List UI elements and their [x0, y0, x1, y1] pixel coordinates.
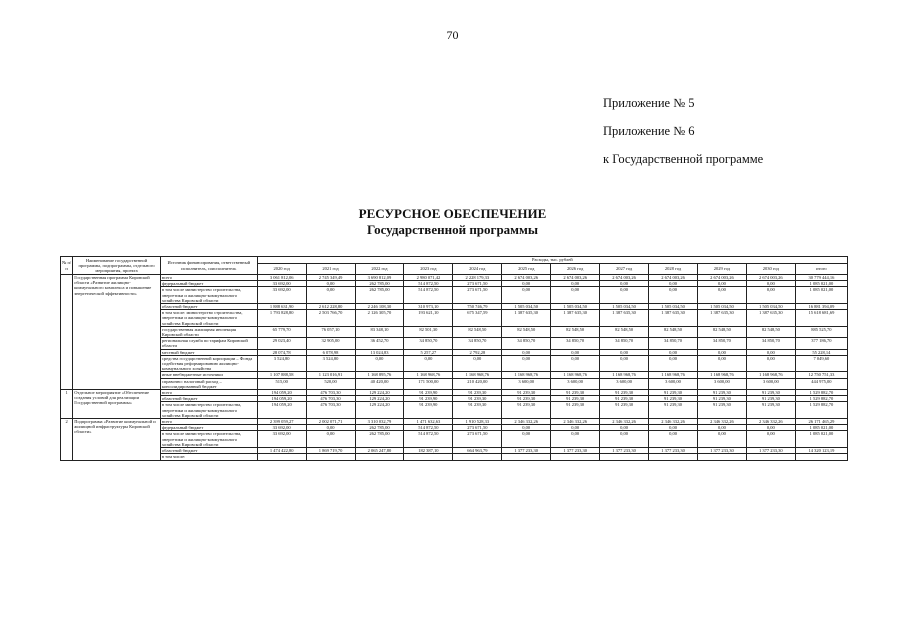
expense-value: 675 347,59 [453, 310, 502, 327]
expense-value: 40 420,00 [355, 378, 404, 389]
expense-value: 34 850,70 [600, 338, 649, 349]
expense-value: 1 377 233,30 [746, 448, 795, 454]
funding-source: средства государственной корпорации – Фонда содействия реформированию жилищно-коммунального хозяйства [160, 355, 257, 372]
expense-value: 1 387 635,30 [649, 310, 698, 327]
expense-value: 0,00 [551, 349, 600, 355]
expense-value: 3 600,00 [746, 378, 795, 389]
expense-value: 129 224,20 [355, 396, 404, 402]
funding-source: иные внебюджетные источники [160, 372, 257, 378]
expense-value: 0,00 [746, 355, 795, 372]
expense-value: 2 346 332,26 [746, 419, 795, 425]
expense-value: 750 746,79 [453, 304, 502, 310]
expense-value: 1 793 828,80 [257, 310, 306, 327]
expense-value: 0,00 [502, 349, 551, 355]
expense-value: 1 869 719,70 [306, 448, 355, 454]
header-year: 2021 год [306, 264, 355, 275]
expense-value [795, 454, 847, 460]
expense-value: 2 674 003,26 [600, 275, 649, 281]
expense-value: 1 505 034,50 [600, 304, 649, 310]
expense-value: 36 452,70 [355, 338, 404, 349]
expense-value: 1 085 021,00 [795, 431, 847, 448]
funding-source: государственная жилищная инспекция Кировской области [160, 326, 257, 337]
expense-value: 34 850,70 [649, 338, 698, 349]
funding-source: местный бюджет [160, 349, 257, 355]
expense-value: 2 674 003,26 [502, 275, 551, 281]
funding-source: в том числе министерство строительства, энергетики и жилищно-коммунального хозяйства Кировской области [160, 402, 257, 419]
expense-value: 91 239,30 [453, 402, 502, 419]
header-year: 2023 год [404, 264, 453, 275]
resource-table [60, 256, 848, 461]
funding-source: региональная служба по тарифам Кировской области [160, 338, 257, 349]
expense-value: 0,00 [502, 431, 551, 448]
expense-value: 3 600,00 [600, 378, 649, 389]
expense-value: 32 905,00 [306, 338, 355, 349]
header-year: 2020 год [257, 264, 306, 275]
expense-value: 194 059,20 [257, 396, 306, 402]
table-row [61, 454, 848, 460]
expense-value: 0,00 [649, 287, 698, 304]
expense-value [306, 454, 355, 460]
expense-value: 0,00 [649, 431, 698, 448]
header-number: № п/п [61, 257, 73, 275]
expense-value: 0,00 [600, 281, 649, 287]
expense-value [600, 454, 649, 460]
expense-value: 14 320 123,19 [795, 448, 847, 454]
expense-value: 2 346 332,26 [600, 419, 649, 425]
expense-value: 82 548,50 [502, 326, 551, 337]
funding-source: в том числе: [160, 454, 257, 460]
expense-value: 91 239,30 [453, 396, 502, 402]
expense-value [649, 454, 698, 460]
expense-value: 310 973,10 [404, 304, 453, 310]
title-line-2: Государственной программы [366, 222, 539, 237]
expense-value: 129 224,20 [355, 390, 404, 396]
expense-value: 262 785,00 [355, 281, 404, 287]
expense-value: 0,00 [453, 355, 502, 372]
expense-value: 1 377 233,30 [649, 448, 698, 454]
expense-value: 0,00 [306, 431, 355, 448]
expense-value: 182 387,10 [404, 448, 453, 454]
expense-value: 0,00 [649, 355, 698, 372]
resource-table-container [60, 256, 848, 461]
expense-value: 210 420,00 [453, 378, 502, 389]
expense-value: 6 078,98 [306, 349, 355, 355]
expense-value: 0,00 [600, 355, 649, 372]
expense-value: 0,00 [600, 431, 649, 448]
expense-value: 0,00 [697, 425, 746, 431]
expense-value: 0,00 [697, 431, 746, 448]
table-row [61, 402, 848, 419]
expense-value: 0,00 [355, 355, 404, 372]
expense-value: 1 168 968,76 [697, 372, 746, 378]
funding-source: областной бюджет [160, 304, 257, 310]
table-row [61, 287, 848, 304]
expense-value: 91 239,30 [600, 390, 649, 396]
funding-source: федеральный бюджет [160, 425, 257, 431]
expense-value [697, 454, 746, 460]
header-year: 2027 год [600, 264, 649, 275]
expense-value: 2 674 003,26 [697, 275, 746, 281]
expense-value: 0,00 [502, 281, 551, 287]
table-header-row-1 [61, 257, 848, 264]
expense-value: 1 377 233,30 [551, 448, 600, 454]
expense-value: 30 779 444,16 [795, 275, 847, 281]
expense-value: 0,00 [746, 287, 795, 304]
expense-value: 2 228 179,33 [453, 275, 502, 281]
expense-value: 82 548,50 [649, 326, 698, 337]
funding-source: федеральный бюджет [160, 281, 257, 287]
document-title [0, 206, 905, 238]
expense-value: 82 501,30 [404, 326, 453, 337]
expense-value: 273 671,50 [453, 281, 502, 287]
expense-value: 1 168 968,76 [649, 372, 698, 378]
expense-value: 3 310 032,79 [355, 419, 404, 425]
expense-value: 16 881 394,09 [795, 304, 847, 310]
table-row [61, 310, 848, 327]
program-name: Подпрограмма «Развитие коммунальной и жилищной инфраструктуры Кировской области» [73, 419, 161, 460]
program-name: Отдельное мероприятие «Обеспечение создания условий для реализации Государственной программы» [73, 390, 161, 419]
funding-source: всего [160, 275, 257, 281]
expense-value: 91 239,30 [746, 396, 795, 402]
expense-value: 1 168 968,76 [551, 372, 600, 378]
expense-value: 476 703,30 [306, 396, 355, 402]
expense-value: 1 085 021,00 [795, 287, 847, 304]
expense-value: 1 107 888,58 [257, 372, 306, 378]
expense-value: 273 671,50 [453, 287, 502, 304]
expense-value [257, 454, 306, 460]
expense-value: 91 239,30 [551, 402, 600, 419]
expense-value: 91 239,30 [746, 402, 795, 419]
expense-value: 3 600,00 [649, 378, 698, 389]
expense-value: 0,00 [649, 281, 698, 287]
expense-value: 76 057,10 [306, 326, 355, 337]
header-source: Источник финансирования, ответственный исполнитель, соисполнитель [160, 257, 257, 275]
expense-value: 34 850,70 [453, 338, 502, 349]
row-number [61, 275, 73, 390]
funding-source: областной бюджет [160, 448, 257, 454]
expense-value: 0,00 [404, 355, 453, 372]
expense-value: 1 168 968,76 [502, 372, 551, 378]
expense-value: 33 692,00 [257, 425, 306, 431]
expense-value: 55 228,14 [795, 349, 847, 355]
expense-value: 664 963,79 [453, 448, 502, 454]
expense-value: 91 239,30 [600, 402, 649, 419]
expense-value: 0,00 [600, 349, 649, 355]
expense-value: 0,00 [502, 355, 551, 372]
expense-value: 0,00 [600, 287, 649, 304]
expense-value: 82 548,50 [746, 326, 795, 337]
expense-value: 1 387 635,30 [502, 310, 551, 327]
expense-value: 2 346 332,26 [649, 419, 698, 425]
header-year: 2029 год [697, 264, 746, 275]
expense-value: 91 239,30 [649, 396, 698, 402]
expense-value: 34 850,70 [551, 338, 600, 349]
header-year: 2025 год [502, 264, 551, 275]
header-year: 2024 год [453, 264, 502, 275]
table-row [61, 378, 848, 389]
expense-value: 2 674 003,26 [551, 275, 600, 281]
expense-value: 1 168 968,76 [404, 372, 453, 378]
expense-value: 0,00 [551, 281, 600, 287]
expense-value: 34 850,70 [404, 338, 453, 349]
expense-value: 1 505 034,50 [697, 304, 746, 310]
expense-value: 1 387 635,30 [746, 310, 795, 327]
expense-value: 91 239,30 [697, 402, 746, 419]
expense-value: 2 126 305,70 [355, 310, 404, 327]
expense-value: 2 674 003,26 [746, 275, 795, 281]
expense-value: 0,00 [306, 287, 355, 304]
expense-value: 1 377 233,30 [697, 448, 746, 454]
expense-value: 0,00 [746, 425, 795, 431]
expense-value: 1 471 632,63 [404, 419, 453, 425]
funding-source: в том числе министерство строительства, энергетики и жилищно-коммунального хозяйства Кировской области [160, 431, 257, 448]
expense-value: 3 600,00 [502, 378, 551, 389]
expense-value: 0,00 [306, 281, 355, 287]
expense-value: 0,00 [502, 287, 551, 304]
expense-value: 2 399 059,27 [257, 419, 306, 425]
expense-value: 3 690 812,09 [355, 275, 404, 281]
header-year: итого [795, 264, 847, 275]
expense-value: 1 529 882,70 [795, 402, 847, 419]
expense-value: 0,00 [746, 349, 795, 355]
funding-source: областной бюджет [160, 396, 257, 402]
expense-value: 194 059,20 [257, 402, 306, 419]
funding-source: справочно: налоговый расход – консолидированный бюджет [160, 378, 257, 389]
expense-value: 91 239,90 [404, 390, 453, 396]
expense-value: 1 123 016,91 [306, 372, 355, 378]
expense-value: 2 002 071,71 [306, 419, 355, 425]
expense-value: 377 186,70 [795, 338, 847, 349]
expense-value: 273 671,50 [453, 425, 502, 431]
expense-value: 28 074,78 [257, 349, 306, 355]
expense-value: 514 872,50 [404, 287, 453, 304]
expense-value: 514 872,50 [404, 431, 453, 448]
expense-value: 193 621,10 [404, 310, 453, 327]
funding-source: в том числе министерство строительства, энергетики и жилищно-коммунального хозяйства Кировской области [160, 287, 257, 304]
table-row [61, 326, 848, 337]
appendix-line-2: Приложение № 6 [603, 124, 695, 138]
expense-value: 2 792,28 [453, 349, 502, 355]
expense-value: 514 872,50 [404, 281, 453, 287]
expense-value: 91 239,30 [453, 390, 502, 396]
expense-value: 3 061 812,06 [257, 275, 306, 281]
expense-value: 1 505 034,50 [551, 304, 600, 310]
expense-value: 82 548,50 [453, 326, 502, 337]
funding-source: в том числе: министерство строительства, энергетики и жилищно-коммунального хозяйства Кировской области [160, 310, 257, 327]
expense-value: 91 239,90 [404, 396, 453, 402]
expense-value: 514 872,50 [404, 425, 453, 431]
expense-value: 171 500,00 [404, 378, 453, 389]
expense-value: 3 524,80 [257, 355, 306, 372]
expense-value: 273 671,50 [453, 431, 502, 448]
expense-value: 83 348,10 [355, 326, 404, 337]
expense-value: 1 085 021,00 [795, 281, 847, 287]
expense-value: 12 750 751,33 [795, 372, 847, 378]
expense-value [453, 454, 502, 460]
expense-value: 91 239,30 [551, 396, 600, 402]
expense-value: 2 346 332,26 [551, 419, 600, 425]
expense-value: 520,00 [306, 378, 355, 389]
expense-value: 33 692,00 [257, 281, 306, 287]
expense-value: 33 692,00 [257, 431, 306, 448]
table-body [61, 275, 848, 461]
expense-value: 13 024,83 [355, 349, 404, 355]
expense-value [551, 454, 600, 460]
expense-value: 2 980 071,42 [404, 275, 453, 281]
expense-value: 2 503 766,70 [306, 310, 355, 327]
expense-value: 0,00 [306, 425, 355, 431]
expense-value [404, 454, 453, 460]
expense-value: 3 524,80 [306, 355, 355, 372]
expense-value: 15 618 681,69 [795, 310, 847, 327]
expense-value: 0,00 [746, 281, 795, 287]
expense-value: 2 346 332,26 [697, 419, 746, 425]
expense-value [746, 454, 795, 460]
expense-value: 0,00 [649, 349, 698, 355]
expense-value: 91 239,30 [697, 390, 746, 396]
expense-value: 91 239,30 [502, 396, 551, 402]
expense-value: 129 224,20 [355, 402, 404, 419]
expense-value: 34 850,70 [746, 338, 795, 349]
expense-value: 476 703,30 [306, 390, 355, 396]
expense-value: 5 257,27 [404, 349, 453, 355]
expense-value: 91 239,30 [551, 390, 600, 396]
expense-value [502, 454, 551, 460]
expense-value: 33 692,00 [257, 287, 306, 304]
expense-value: 0,00 [502, 425, 551, 431]
header-expenses: Расходы, тыс. рублей [257, 257, 847, 264]
expense-value: 1 387 635,30 [697, 310, 746, 327]
row-number: 2 [61, 419, 73, 460]
expense-value: 2 612 228,80 [306, 304, 355, 310]
expense-value: 0,00 [551, 431, 600, 448]
expense-value: 82 548,50 [551, 326, 600, 337]
expense-value: 2 346 332,26 [502, 419, 551, 425]
expense-value: 1 168 968,76 [600, 372, 649, 378]
expense-value: 91 239,90 [404, 402, 453, 419]
expense-value: 1 168 895,76 [355, 372, 404, 378]
expense-value: 1 168 968,76 [746, 372, 795, 378]
expense-value: 262 785,00 [355, 287, 404, 304]
program-name: Государственная программа Кировской области «Развитие жилищно-коммунального комплекса и повышение энергетической эффективности» [73, 275, 161, 390]
expense-value: 0,00 [697, 287, 746, 304]
funding-source: всего [160, 419, 257, 425]
expense-value: 82 548,50 [697, 326, 746, 337]
title-line-1: РЕСУРСНОЕ ОБЕСПЕЧЕНИЕ [358, 206, 547, 221]
header-year: 2030 год [746, 264, 795, 275]
expense-value: 91 239,30 [502, 402, 551, 419]
expense-value: 1 168 968,76 [453, 372, 502, 378]
table-row [61, 338, 848, 349]
expense-value: 444 975,00 [795, 378, 847, 389]
expense-value: 1 529 882,70 [795, 390, 847, 396]
expense-value: 1 505 034,50 [649, 304, 698, 310]
expense-value: 1 505 034,50 [746, 304, 795, 310]
header-name: Наименование государственной программы, подпрограммы, отдельного мероприятия, проекта [73, 257, 161, 275]
expense-value: 262 785,00 [355, 425, 404, 431]
expense-value: 2 674 003,26 [649, 275, 698, 281]
expense-value: 3 600,00 [551, 378, 600, 389]
expense-value: 0,00 [649, 425, 698, 431]
table-row [61, 431, 848, 448]
expense-value: 91 239,30 [502, 390, 551, 396]
expense-value: 0,00 [746, 431, 795, 448]
expense-value: 65 779,70 [257, 326, 306, 337]
expense-value: 2 065 247,80 [355, 448, 404, 454]
header-year: 2026 год [551, 264, 600, 275]
expense-value: 2 246 108,30 [355, 304, 404, 310]
expense-value: 0,00 [551, 355, 600, 372]
expense-value: 34 850,70 [502, 338, 551, 349]
expense-value: 1 377 233,30 [600, 448, 649, 454]
expense-value: 29 023,40 [257, 338, 306, 349]
expense-value: 91 239,30 [649, 402, 698, 419]
expense-value: 26 171 465,29 [795, 419, 847, 425]
expense-value: 1 474 422,80 [257, 448, 306, 454]
expense-value: 194 059,20 [257, 390, 306, 396]
expense-value: 91 239,30 [600, 396, 649, 402]
expense-value: 1 085 021,00 [795, 425, 847, 431]
expense-value: 1 387 635,30 [551, 310, 600, 327]
header-year: 2028 год [649, 264, 698, 275]
expense-value: 1 888 631,90 [257, 304, 306, 310]
row-number: 1 [61, 390, 73, 419]
expense-value: 0,00 [551, 425, 600, 431]
expense-value: 0,00 [697, 355, 746, 372]
page-number: 70 [446, 28, 459, 42]
expense-value: 3 600,00 [697, 378, 746, 389]
expense-value: 1 505 034,50 [502, 304, 551, 310]
expense-value: 1 910 528,33 [453, 419, 502, 425]
expense-value: 0,00 [697, 281, 746, 287]
table-row [61, 355, 848, 372]
expense-value: 0,00 [600, 425, 649, 431]
expense-value: 91 239,30 [649, 390, 698, 396]
header-year: 2022 год [355, 264, 404, 275]
expense-value: 34 850,70 [697, 338, 746, 349]
expense-value: 82 548,50 [600, 326, 649, 337]
appendix-line-3: к Государственной программе [603, 152, 764, 166]
expense-value: 1 387 635,30 [600, 310, 649, 327]
funding-source: всего [160, 390, 257, 396]
expense-value: 476 703,30 [306, 402, 355, 419]
expense-value: 515,00 [257, 378, 306, 389]
expense-value: 1 377 233,30 [502, 448, 551, 454]
expense-value [355, 454, 404, 460]
expense-value: 0,00 [551, 287, 600, 304]
expense-value: 91 239,30 [746, 390, 795, 396]
appendix-line-1: Приложение № 5 [603, 96, 695, 110]
expense-value: 885 525,70 [795, 326, 847, 337]
expense-value: 7 049,60 [795, 355, 847, 372]
expense-value: 262 785,00 [355, 431, 404, 448]
expense-value: 0,00 [697, 349, 746, 355]
expense-value: 1 529 882,70 [795, 396, 847, 402]
expense-value: 2 745 349,49 [306, 275, 355, 281]
expense-value: 91 239,30 [697, 396, 746, 402]
